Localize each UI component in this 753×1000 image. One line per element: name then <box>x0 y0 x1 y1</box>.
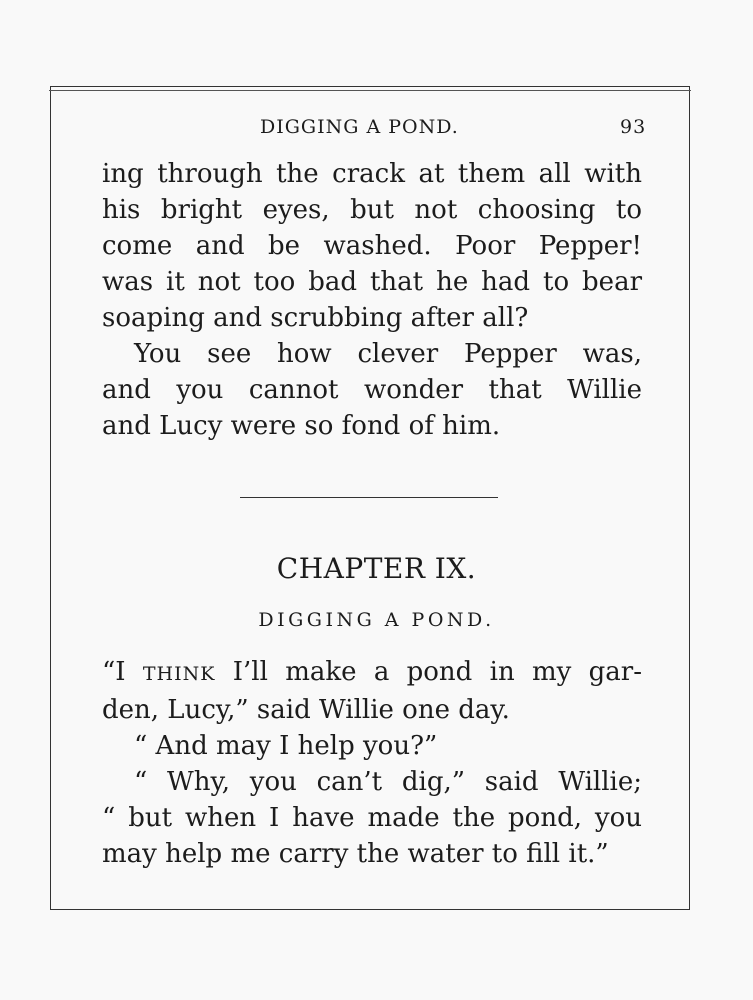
running-title: DIGGING A POND. <box>260 116 459 138</box>
paragraph-dialogue <box>102 654 642 872</box>
page-number: 93 <box>620 116 647 138</box>
text-line: “ Why, you can’t dig,” said Willie; <box>134 767 642 797</box>
line-rest: I’ll make a pond in my gar- <box>215 657 643 687</box>
text-line: come and be washed. Poor Pepper! <box>102 231 642 261</box>
text-line: “ but when I have made the pond, you <box>102 803 642 833</box>
text-line: soaping and scrubbing after all? <box>102 303 529 333</box>
text-line: his bright eyes, but not choosing to <box>102 195 642 225</box>
text-line: was it not too bad that he had to bear <box>102 267 642 297</box>
text-line: and you cannot wonder that Willie <box>102 375 642 405</box>
text-line: and Lucy were so fond of him. <box>102 411 501 441</box>
text-line: may help me carry the water to fill it.” <box>102 839 609 869</box>
open-quote: “I <box>102 657 143 687</box>
section-divider <box>240 497 498 498</box>
text-line: You see how clever Pepper was, <box>134 339 642 369</box>
chapter-heading: CHAPTER IX. <box>276 552 477 585</box>
text-line <box>102 654 642 692</box>
paragraph-continued <box>102 156 642 336</box>
paragraph-pepper <box>102 336 642 444</box>
text-line: den, Lucy,” said Willie one day. <box>102 695 510 725</box>
text-line: ing through the crack at them all with <box>102 159 642 189</box>
text-line: “ And may I help you?” <box>134 731 438 761</box>
small-caps-word: THINK <box>142 663 216 685</box>
chapter-subtitle: DIGGING A POND. <box>258 609 495 631</box>
